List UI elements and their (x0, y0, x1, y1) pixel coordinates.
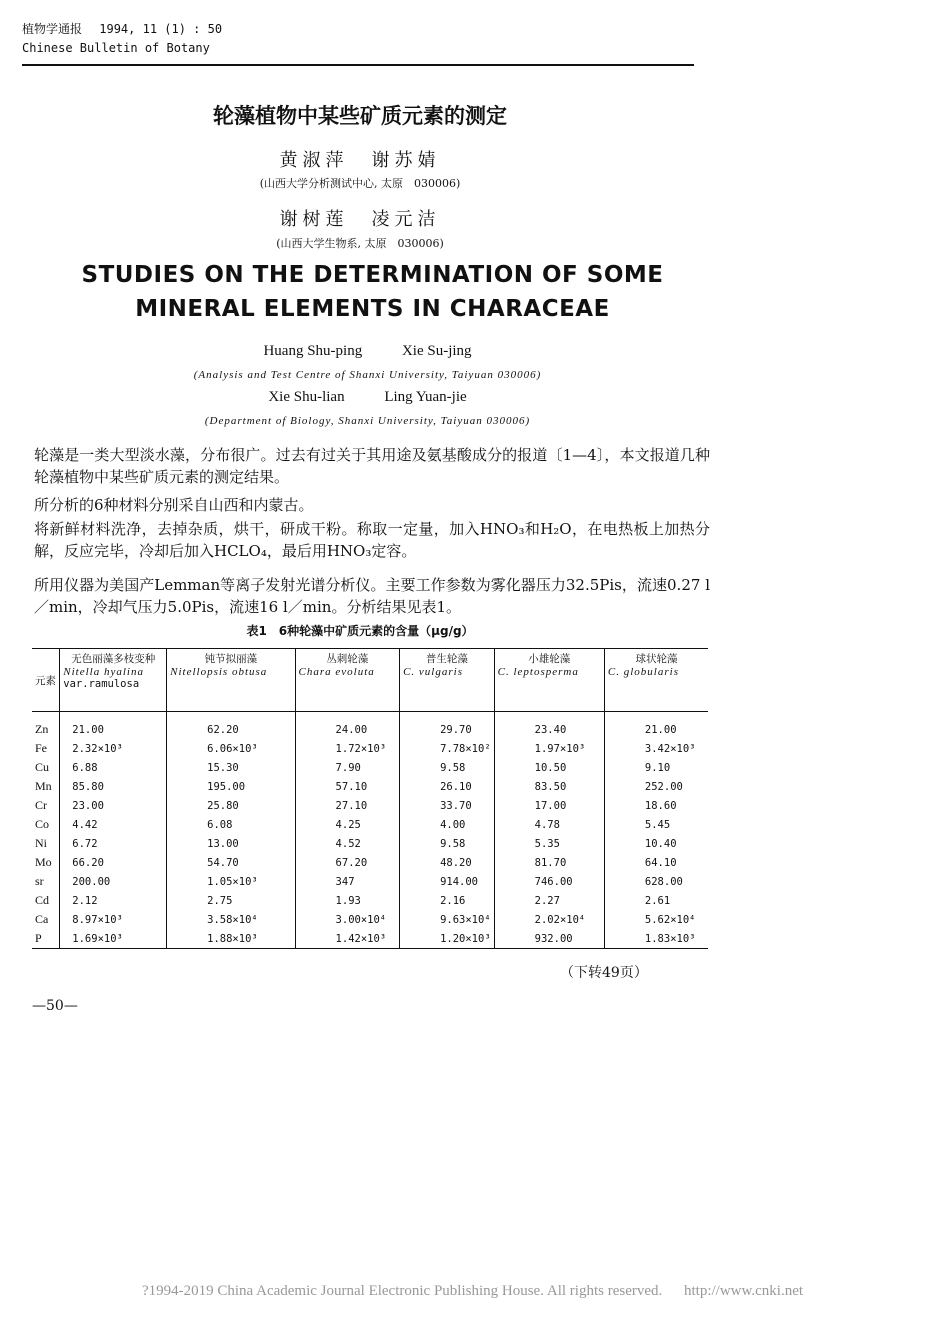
value-cell: 1.05×10³ (167, 872, 295, 891)
authors-cn-2: 谢树莲 凌元洁 (279, 209, 441, 230)
spacer-cell (32, 712, 60, 721)
column-header (494, 649, 604, 712)
running-header-top (22, 20, 222, 37)
value-cell: 5.35 (494, 834, 604, 853)
value-cell: 8.97×10³ (60, 910, 167, 929)
value-cell: 85.80 (60, 777, 167, 796)
affiliation-en-2: (Department of Biology, Shanxi University, Taiyuan 030006) (204, 415, 531, 427)
value-cell: 83.50 (494, 777, 604, 796)
value-cell: 1.97×10³ (494, 739, 604, 758)
value-cell: 3.42×10³ (604, 739, 708, 758)
value-cell: 29.70 (400, 720, 495, 739)
value-cell: 4.78 (494, 815, 604, 834)
spacer-cell (604, 712, 708, 721)
author-xie-sl: Xie Shu-lian (268, 389, 345, 405)
table-header-row (32, 649, 708, 712)
body-paragraph-3: 将新鲜材料洗净，去掉杂质，烘干，研成干粉。称取一定量，加入HNO₃和H₂O，在电热板上加热分解，反应完毕，冷却后加入HCLO₄，最后用HNO₃定容。 (34, 520, 710, 560)
value-cell: 200.00 (60, 872, 167, 891)
value-cell: 17.00 (494, 796, 604, 815)
value-cell: 1.88×10³ (167, 929, 295, 949)
table-row (32, 853, 708, 872)
element-symbol: Co (35, 817, 50, 831)
value-cell: 1.93 (295, 891, 400, 910)
value-cell: 9.58 (400, 758, 495, 777)
table-row (32, 815, 708, 834)
column-name-cn: 无色丽藻多枝变种 (71, 653, 156, 665)
column-name-cn: 丛刺轮藻 (326, 653, 369, 665)
value-cell: 2.02×10⁴ (494, 910, 604, 929)
value-cell: 4.52 (295, 834, 400, 853)
value-cell: 252.00 (604, 777, 708, 796)
column-header (400, 649, 495, 712)
authors-cn-1: 黄淑萍 谢苏婧 (279, 150, 441, 171)
column-name-latin: C. vulgaris (403, 666, 463, 678)
column-name-cn: 球状轮藻 (635, 653, 678, 665)
column-name-latin: Nitella hyalina (63, 666, 144, 678)
value-cell: 5.62×10⁴ (604, 910, 708, 929)
author-huang: Huang Shu-ping (263, 343, 363, 359)
value-cell: 2.61 (604, 891, 708, 910)
element-symbol: sr (35, 874, 44, 888)
element-header: 元素 (35, 674, 56, 687)
body-paragraph-1: 轮藻是一类大型淡水藻，分布很广。过去有过关于其用途及氨基酸成分的报道〔1—4〕，本文报道几种轮藻植物中某些矿质元素的测定结果。 (34, 446, 710, 486)
value-cell: 66.20 (60, 853, 167, 872)
table-row (32, 758, 708, 777)
value-cell: 628.00 (604, 872, 708, 891)
value-cell: 1.69×10³ (60, 929, 167, 949)
column-header (295, 649, 400, 712)
value-cell: 33.70 (400, 796, 495, 815)
continued-note: （下转49页） (560, 965, 648, 981)
table-spacer-row (32, 712, 708, 721)
value-cell: 4.00 (400, 815, 495, 834)
value-cell: 1.72×10³ (295, 739, 400, 758)
value-cell: 6.06×10³ (167, 739, 295, 758)
spacer-cell (400, 712, 495, 721)
column-name-latin: Chara evoluta (298, 666, 375, 678)
author-xie-sj: Xie Su-jing (401, 343, 472, 359)
journal-name-cn: 植物学通报 (22, 22, 83, 36)
value-cell: 2.12 (60, 891, 167, 910)
value-cell: 54.70 (167, 853, 295, 872)
authors-en-1 (0, 343, 735, 360)
column-header (604, 649, 708, 712)
table-row (32, 739, 708, 758)
value-cell: 10.50 (494, 758, 604, 777)
column-name-latin: C. globularis (607, 666, 679, 678)
value-cell: 23.00 (60, 796, 167, 815)
table-row (32, 777, 708, 796)
value-cell: 48.20 (400, 853, 495, 872)
column-header (167, 649, 295, 712)
copyright-text: ?1994-2019 China Academic Journal Electronic Publishing House. All rights reserved. (141, 1283, 663, 1299)
value-cell: 21.00 (604, 720, 708, 739)
affiliation-cn-1: (山西大学分析测试中心, 太原 030006) (259, 177, 461, 190)
value-cell: 3.00×10⁴ (295, 910, 400, 929)
value-cell: 1.42×10³ (295, 929, 400, 949)
value-cell: 932.00 (494, 929, 604, 949)
value-cell: 21.00 (60, 720, 167, 739)
element-symbol: Ca (35, 912, 49, 926)
value-cell: 7.90 (295, 758, 400, 777)
element-symbol: Fe (35, 741, 47, 755)
value-cell: 57.10 (295, 777, 400, 796)
affiliation-en-1: (Analysis and Test Centre of Shanxi University, Taiyuan 030006) (193, 369, 542, 381)
value-cell: 5.45 (604, 815, 708, 834)
table-row (32, 720, 708, 739)
table-row (32, 872, 708, 891)
value-cell: 64.10 (604, 853, 708, 872)
value-cell: 7.78×10² (400, 739, 495, 758)
authors-en-2 (0, 389, 735, 406)
column-name-cn: 钝节拟丽藻 (204, 653, 258, 665)
value-cell: 18.60 (604, 796, 708, 815)
element-symbol: Mo (35, 855, 52, 869)
table-row (32, 929, 708, 949)
value-cell: 3.58×10⁴ (167, 910, 295, 929)
table-row (32, 910, 708, 929)
value-cell: 2.32×10³ (60, 739, 167, 758)
value-cell: 24.00 (295, 720, 400, 739)
value-cell: 195.00 (167, 777, 295, 796)
spacer-cell (167, 712, 295, 721)
value-cell: 26.10 (400, 777, 495, 796)
value-cell: 746.00 (494, 872, 604, 891)
table-body (32, 712, 708, 949)
element-symbol: Mn (35, 779, 52, 793)
value-cell: 2.75 (167, 891, 295, 910)
table-row (32, 796, 708, 815)
value-cell: 4.25 (295, 815, 400, 834)
value-cell: 10.40 (604, 834, 708, 853)
element-symbol: Cu (35, 760, 50, 774)
mineral-content-table (32, 648, 708, 949)
element-symbol: Ni (35, 836, 47, 850)
column-header (60, 649, 167, 712)
table-row (32, 891, 708, 910)
footer-url: http://www.cnki.net (684, 1283, 804, 1299)
value-cell: 13.00 (167, 834, 295, 853)
body-paragraph-4: 所用仪器为美国产Lemman等离子发射光谱分析仪。主要工作参数为雾化器压力32.5Pis，流速0.27 l／min，冷却气压力5.0Pis，流速16 l／min。分析结果见表1。 (34, 576, 710, 616)
column-name-variety: var.ramulosa (63, 678, 140, 690)
value-cell: 914.00 (400, 872, 495, 891)
spacer-cell (60, 712, 167, 721)
value-cell: 27.10 (295, 796, 400, 815)
paper-title-en-line1: STUDIES ON THE DETERMINATION OF SOME (81, 262, 664, 288)
value-cell: 2.27 (494, 891, 604, 910)
column-name-cn: 小雄轮藻 (528, 653, 571, 665)
value-cell: 6.72 (60, 834, 167, 853)
value-cell: 9.63×10⁴ (400, 910, 495, 929)
element-symbol: Cr (35, 798, 47, 812)
copyright-footer (0, 1283, 945, 1300)
value-cell: 347 (295, 872, 400, 891)
element-symbol: P (35, 931, 42, 945)
value-cell: 81.70 (494, 853, 604, 872)
body-paragraph-2: 所分析的6种材料分别采自山西和内蒙古。 (34, 496, 314, 514)
value-cell: 1.83×10³ (604, 929, 708, 949)
spacer-cell (295, 712, 400, 721)
column-name-latin: Nitellopsis obtusa (170, 666, 268, 678)
value-cell: 2.16 (400, 891, 495, 910)
page-number: —50— (32, 998, 78, 1014)
value-cell: 9.10 (604, 758, 708, 777)
value-cell: 23.40 (494, 720, 604, 739)
table-caption: 表1 6种轮藻中矿质元素的含量（μg/g） (246, 624, 474, 638)
affiliation-cn-2: (山西大学生物系, 太原 030006) (276, 237, 444, 250)
value-cell: 1.20×10³ (400, 929, 495, 949)
table-row (32, 834, 708, 853)
value-cell: 62.20 (167, 720, 295, 739)
value-cell: 4.42 (60, 815, 167, 834)
issue-info: 1994, 11 (1) : 50 (99, 22, 223, 36)
header-rule (22, 64, 694, 66)
spacer-cell (494, 712, 604, 721)
paper-title-cn: 轮藻植物中某些矿质元素的测定 (213, 104, 507, 128)
value-cell: 6.08 (167, 815, 295, 834)
journal-name-en: Chinese Bulletin of Botany (22, 41, 210, 55)
author-ling: Ling Yuan-jie (384, 389, 467, 405)
column-name-latin: C. leptosperma (497, 666, 579, 678)
value-cell: 25.80 (167, 796, 295, 815)
element-symbol: Zn (35, 722, 49, 736)
column-name-cn: 普生轮藻 (425, 653, 468, 665)
value-cell: 15.30 (167, 758, 295, 777)
value-cell: 9.58 (400, 834, 495, 853)
element-symbol: Cd (35, 893, 50, 907)
value-cell: 6.88 (60, 758, 167, 777)
value-cell: 67.20 (295, 853, 400, 872)
paper-title-en-line2: MINERAL ELEMENTS IN CHARACEAE (135, 296, 610, 322)
